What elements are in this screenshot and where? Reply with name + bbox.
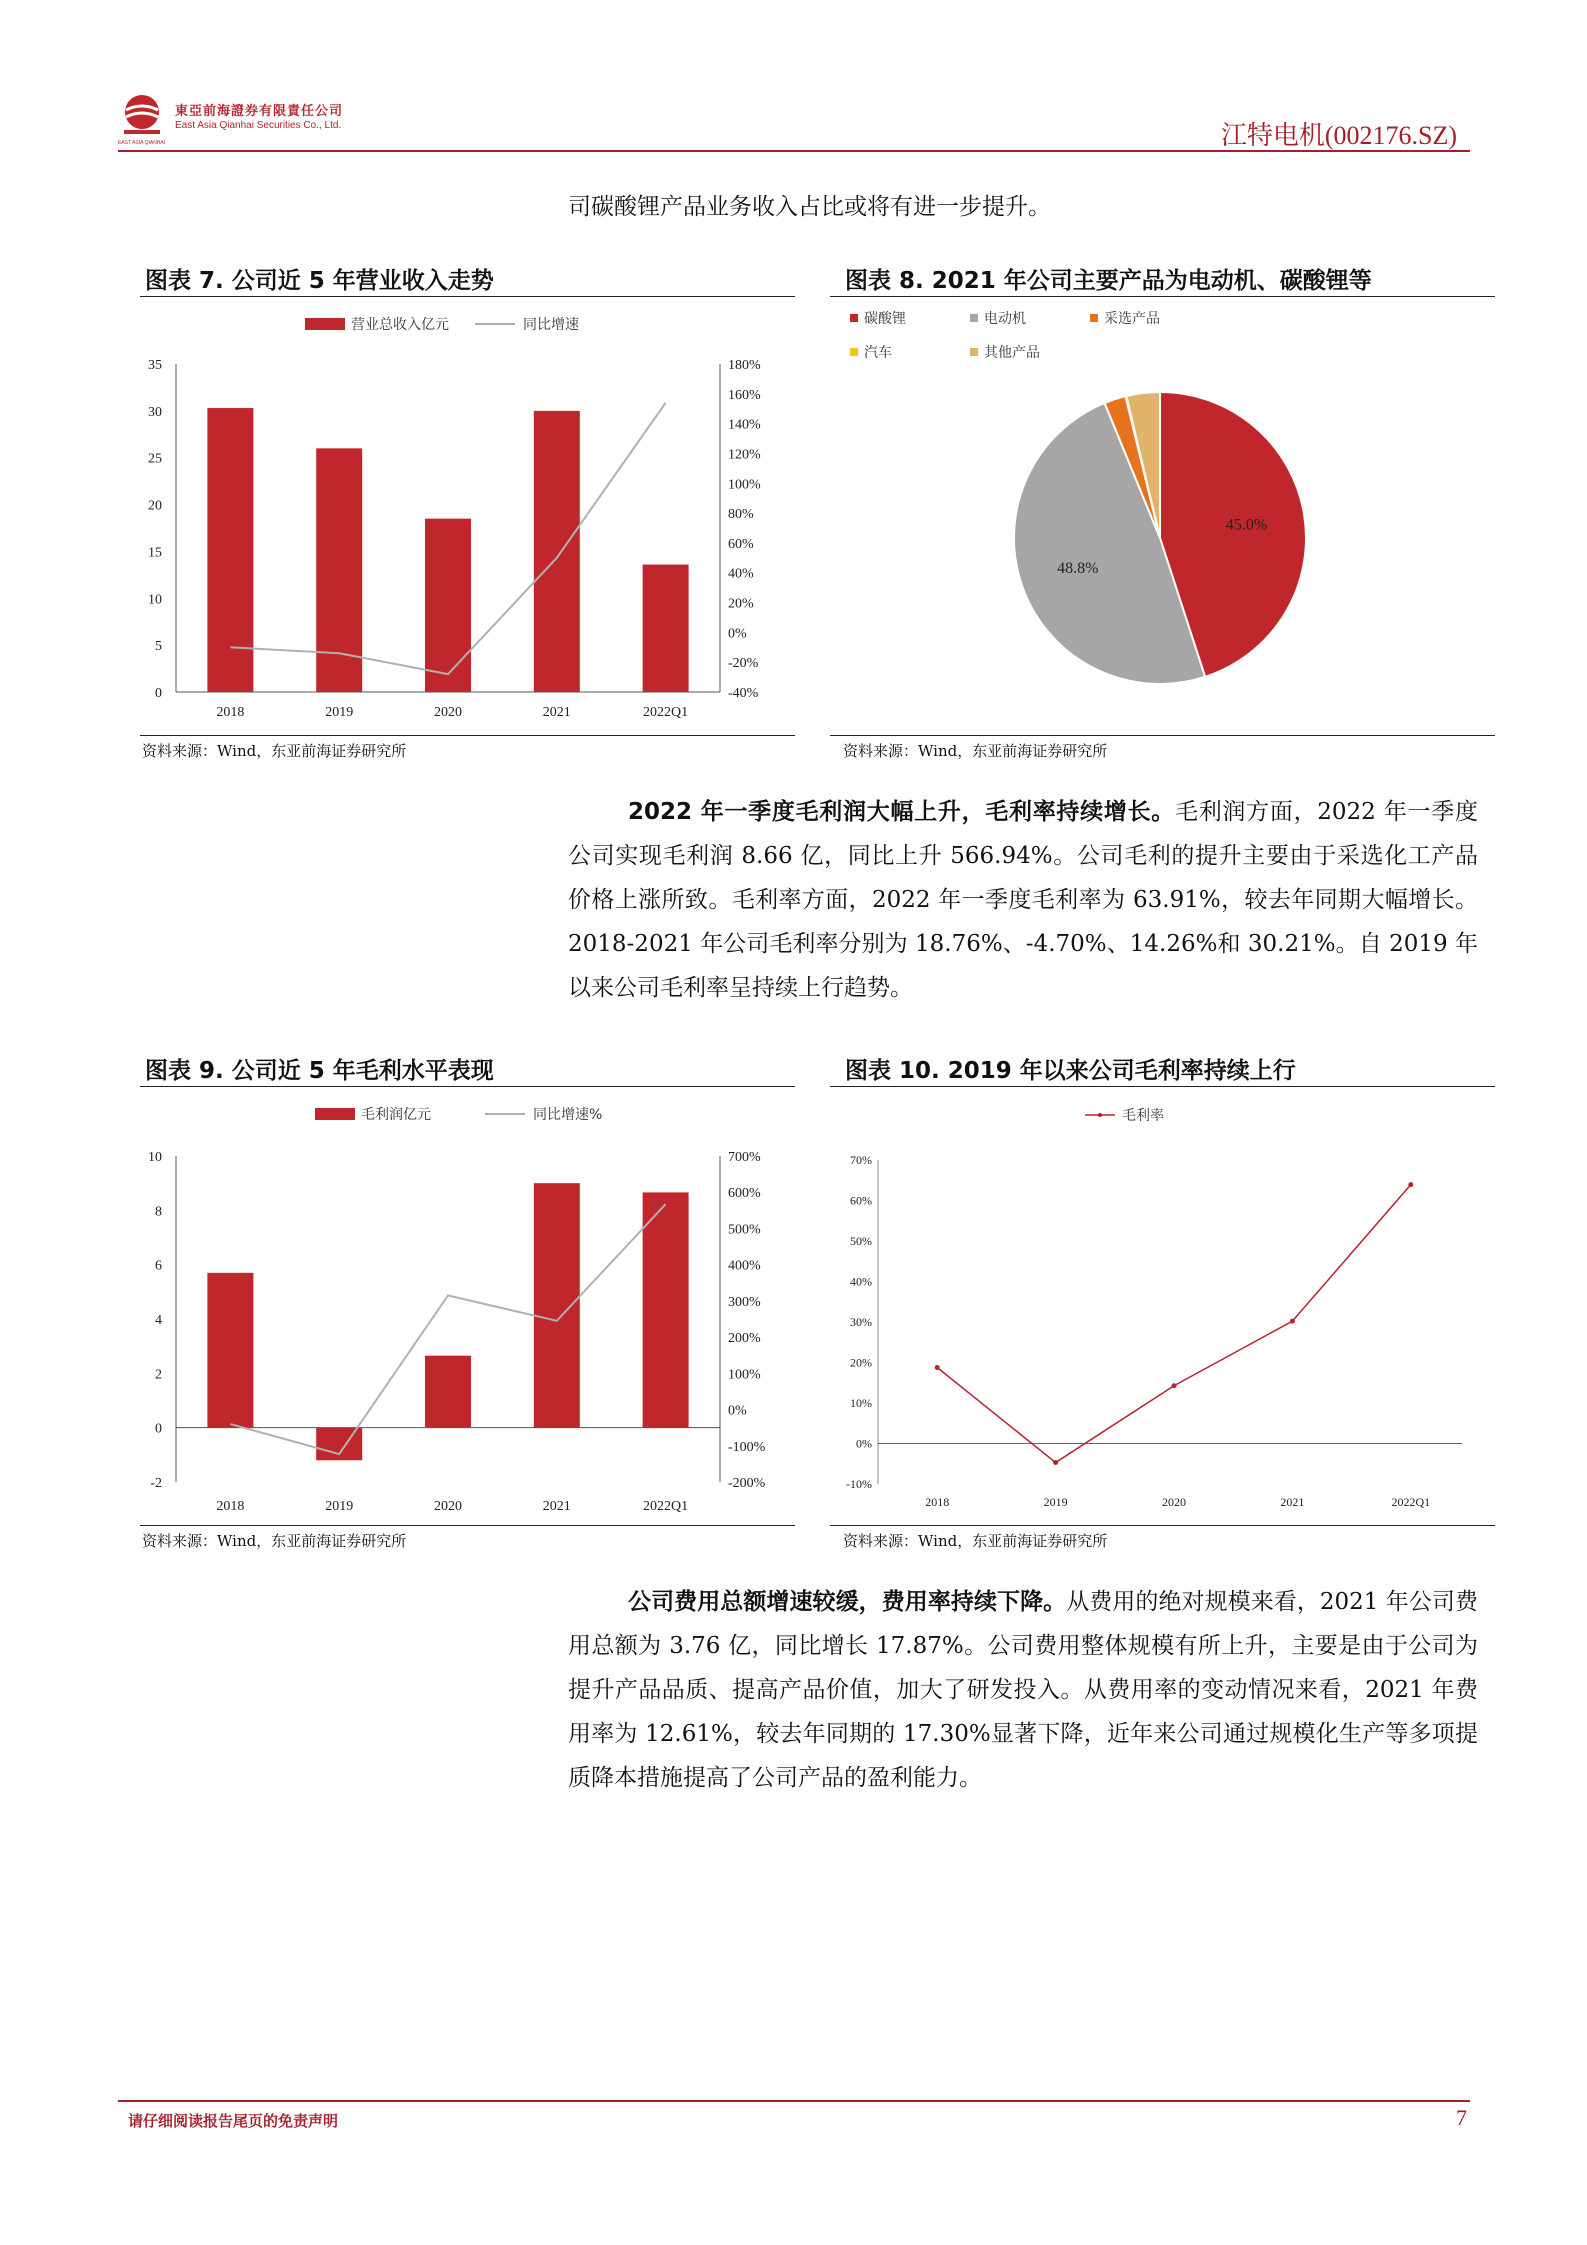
bar — [643, 565, 689, 692]
fig7-title-rule — [140, 296, 795, 297]
paragraph-gross-profit-lead: 2022 年一季度毛利润大幅上升，毛利率持续增长。 — [628, 799, 1175, 825]
right-tick-label: 100% — [728, 477, 761, 493]
fig10-source: 资料来源：Wind，东亚前海证券研究所 — [843, 1532, 1108, 1550]
fig8-bottom-rule — [830, 735, 1495, 736]
x-tick-label: 2018 — [216, 1499, 245, 1514]
x-tick-label: 2019 — [325, 1499, 354, 1514]
right-tick-label: 200% — [728, 1331, 761, 1347]
legend-swatch — [1090, 314, 1098, 322]
legend-label: 电动机 — [984, 311, 1026, 327]
legend-label: 碳酸锂 — [864, 311, 906, 327]
logo-emblem-icon — [120, 92, 164, 136]
x-tick-label: 2020 — [434, 1499, 462, 1514]
fig7-bottom-rule — [140, 735, 795, 736]
y-tick-label: 70% — [850, 1153, 872, 1167]
left-tick-label: 30 — [148, 404, 162, 420]
legend-label: 毛利率 — [1122, 1108, 1164, 1124]
right-tick-label: 400% — [728, 1258, 761, 1274]
left-tick-label: 0 — [155, 686, 162, 701]
x-tick-label: 2018 — [925, 1495, 950, 1509]
x-tick-label: 2021 — [542, 1499, 571, 1514]
fig10-title: 图表 10. 2019 年以来公司毛利率持续上行 — [845, 1058, 1296, 1084]
intro-line: 司碳酸锂产品业务收入占比或将有进一步提升。 — [568, 194, 1051, 220]
left-tick-label: 2 — [155, 1367, 162, 1383]
data-point — [1408, 1182, 1413, 1187]
legend-marker — [1098, 1113, 1102, 1117]
header-rule — [118, 150, 1470, 152]
right-tick-label: 20% — [728, 596, 754, 612]
legend-swatch — [850, 314, 858, 322]
right-tick-label: 60% — [728, 536, 754, 552]
x-tick-label: 2021 — [1280, 1495, 1305, 1509]
left-tick-label: 6 — [155, 1258, 162, 1274]
left-tick-label: 8 — [155, 1204, 162, 1220]
right-tick-label: 300% — [728, 1294, 761, 1310]
logo-small-text: EAST ASIA QIANHAI — [118, 140, 166, 146]
x-tick-label: 2022Q1 — [643, 1499, 689, 1514]
bar — [316, 1428, 362, 1461]
fig9-title: 图表 9. 公司近 5 年毛利水平表现 — [145, 1058, 494, 1084]
x-tick-label: 2022Q1 — [1391, 1495, 1431, 1509]
y-tick-label: 10% — [850, 1396, 872, 1410]
left-tick-label: 35 — [148, 358, 162, 373]
legend-label: 其他产品 — [984, 345, 1040, 361]
y-tick-label: 20% — [850, 1355, 872, 1370]
right-tick-label: 0% — [728, 1403, 747, 1419]
fig10-bottom-rule — [830, 1525, 1495, 1526]
bar — [643, 1192, 689, 1427]
paragraph-expenses — [568, 1580, 1478, 1800]
left-tick-label: 15 — [148, 545, 162, 561]
bar — [425, 1356, 471, 1428]
x-tick-label: 2018 — [216, 705, 245, 720]
company-name-en: East Asia Qianhai Securities Co., Ltd. — [175, 120, 342, 131]
disclaimer-note: 请仔细阅读报告尾页的免责声明 — [128, 2112, 339, 2130]
fig8-chart — [830, 302, 1495, 732]
bar — [207, 408, 253, 692]
right-tick-label: 500% — [728, 1222, 761, 1238]
right-tick-label: 600% — [728, 1186, 761, 1202]
fig10-title-rule — [830, 1086, 1495, 1087]
fig9-chart — [120, 1092, 800, 1522]
company-logo — [120, 92, 164, 136]
fig8-title: 图表 8. 2021 年公司主要产品为电动机、碳酸锂等 — [845, 268, 1372, 294]
right-tick-label: 80% — [728, 507, 754, 523]
x-tick-label: 2019 — [1043, 1495, 1068, 1509]
right-tick-label: 140% — [728, 417, 761, 433]
pie-data-label: 48.8% — [1057, 560, 1099, 578]
legend-label: 汽车 — [864, 345, 892, 361]
margin-line — [937, 1185, 1411, 1463]
x-tick-label: 2020 — [1162, 1495, 1186, 1509]
y-tick-label: -10% — [846, 1477, 872, 1491]
legend-label: 采选产品 — [1104, 311, 1160, 327]
legend-bar-label: 毛利润亿元 — [361, 1107, 431, 1123]
legend-swatch — [850, 348, 858, 356]
legend-swatch — [970, 314, 978, 322]
legend-bar-swatch — [305, 318, 345, 330]
fig7-chart — [120, 302, 800, 732]
data-point — [1172, 1383, 1177, 1388]
fig7-title: 图表 7. 公司近 5 年营业收入走势 — [145, 268, 494, 294]
fig9-bottom-rule — [140, 1525, 795, 1526]
stock-ticker: 江特电机(002176.SZ) — [1220, 121, 1457, 150]
y-tick-label: 40% — [850, 1274, 872, 1289]
paragraph-gross-profit-body: 毛利润方面，2022 年一季度公司实现毛利润 8.66 亿，同比上升 566.94%。公司毛利的提升主要由于采选化工产品价格上涨所致。毛利率方面，2022 年一季度毛利率为 63.91%，较去年同期大幅增长。2018-2021 年公司毛利率分别为 18.76%、-4.70%、14.26%和 30.21%。自 2019 年以来公司毛利率呈持续上行趋势。 — [568, 799, 1478, 1001]
fig10-chart — [830, 1092, 1495, 1522]
left-tick-label: 0 — [155, 1421, 162, 1437]
data-point — [1053, 1460, 1058, 1465]
footer-rule — [118, 2100, 1470, 2102]
x-tick-label: 2022Q1 — [643, 705, 689, 720]
right-tick-label: -200% — [728, 1476, 766, 1491]
legend-bar-label: 营业总收入亿元 — [351, 317, 449, 333]
fig8-source: 资料来源：Wind，东亚前海证券研究所 — [843, 742, 1108, 760]
right-tick-label: -20% — [728, 656, 759, 672]
paragraph-gross-profit — [568, 790, 1478, 1010]
x-tick-label: 2019 — [325, 705, 354, 720]
fig9-source: 资料来源：Wind，东亚前海证券研究所 — [142, 1532, 407, 1550]
left-tick-label: 10 — [148, 1150, 162, 1165]
bar — [534, 411, 580, 692]
data-point — [935, 1365, 940, 1370]
bar — [207, 1273, 253, 1428]
right-tick-label: -100% — [728, 1439, 766, 1455]
x-tick-label: 2021 — [542, 705, 571, 720]
legend-line-label: 同比增速 — [523, 317, 579, 333]
right-tick-label: 100% — [728, 1367, 761, 1383]
right-tick-label: 120% — [728, 447, 761, 463]
paragraph-expenses-lead: 公司费用总额增速较缓，费用率持续下降。 — [628, 1589, 1067, 1615]
y-tick-label: 0% — [856, 1436, 872, 1451]
left-tick-label: 5 — [155, 639, 162, 655]
left-tick-label: 10 — [148, 592, 162, 608]
x-tick-label: 2020 — [434, 705, 462, 720]
legend-swatch — [970, 348, 978, 356]
bar — [425, 519, 471, 692]
bar — [534, 1183, 580, 1428]
right-tick-label: 0% — [728, 626, 747, 642]
right-tick-label: 160% — [728, 387, 761, 403]
company-name-cn: 東亞前海證券有限責任公司 — [175, 104, 344, 119]
right-tick-label: 180% — [728, 358, 761, 373]
fig8-title-rule — [830, 296, 1495, 297]
right-tick-label: 700% — [728, 1150, 761, 1165]
pie-data-label: 45.0% — [1225, 516, 1268, 534]
page-number: 7 — [1456, 2105, 1467, 2130]
legend-bar-swatch — [315, 1108, 355, 1120]
legend-line-label: 同比增速% — [533, 1107, 603, 1123]
fig9-title-rule — [140, 1086, 795, 1087]
y-tick-label: 50% — [850, 1234, 872, 1248]
y-tick-label: 30% — [850, 1315, 872, 1329]
fig7-source: 资料来源：Wind，东亚前海证券研究所 — [142, 742, 407, 760]
data-point — [1290, 1319, 1295, 1324]
right-tick-label: -40% — [728, 686, 759, 701]
right-tick-label: 40% — [728, 566, 754, 582]
left-tick-label: 4 — [155, 1313, 162, 1328]
paragraph-expenses-body: 从费用的绝对规模来看，2021 年公司费用总额为 3.76 亿，同比增长 17.87%。公司费用整体规模有所上升，主要是由于公司为提升产品品质、提高产品价值，加大了研发投入。从费用率的变动情况来看，2021 年费用率为 12.61%，较去年同期的 17.30%显著下降，近年来公司通过规模化生产等多项提质降本措施提高了公司产品的盈利能力。 — [568, 1589, 1478, 1791]
y-tick-label: 60% — [850, 1193, 872, 1208]
left-tick-label: 20 — [148, 498, 162, 514]
left-tick-label: -2 — [150, 1476, 162, 1491]
left-tick-label: 25 — [148, 451, 162, 467]
